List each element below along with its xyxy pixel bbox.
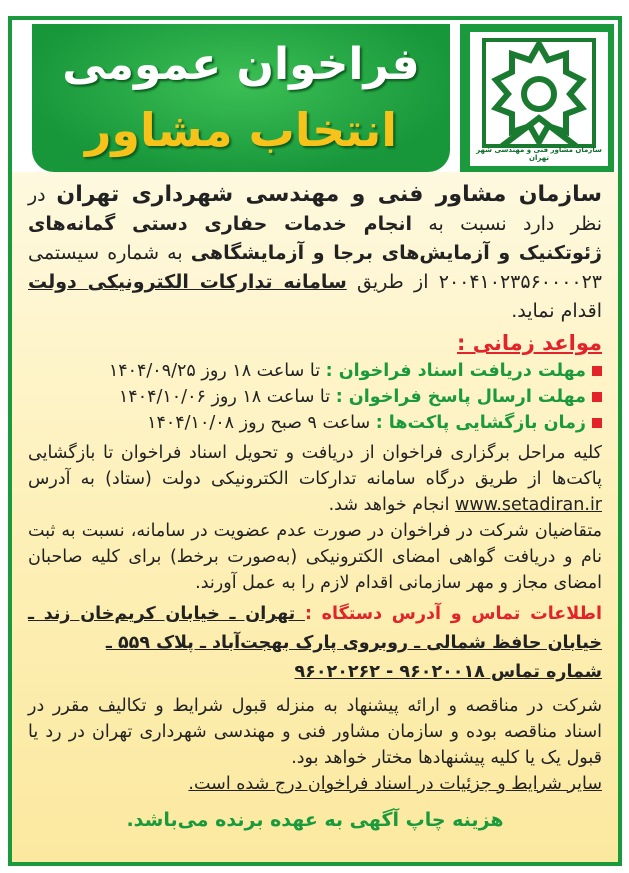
bullet-icon <box>592 366 602 376</box>
intro-tail: اقدام نماید. <box>511 300 602 322</box>
organization-name: سازمان مشاور فنی و مهندسی شهرداری تهران <box>56 182 602 207</box>
schedule-title: مواعد زمانی : <box>457 331 602 355</box>
logo-caption: سازمان مشاور فنی و مهندسی شهر تهران <box>476 146 602 162</box>
deadline-label: مهلت ارسال پاسخ فراخوان : <box>335 387 586 407</box>
process-text: کلیه مراحل برگزاری فراخوان از دریافت و تحویل اسناد فراخوان تا بازگشایی پاکت‌ها از طریق درگاه سامانه تدارکات الکترونیکی دولت (ستاد) به آدرس <box>28 443 602 489</box>
intro-paragraph <box>28 180 602 326</box>
ad-body <box>28 180 602 833</box>
bullet-icon <box>592 392 602 402</box>
contact-phone: شماره تماس ۹۶۰۲۰۰۱۸ - ۹۶۰۲۰۲۶۲ <box>294 662 602 682</box>
deadline-item <box>28 358 602 384</box>
bullet-icon <box>592 418 602 428</box>
deadline-value: ساعت ۹ صبح روز ۱۴۰۴/۱۰/۰۸ <box>147 413 376 433</box>
deadline-label: مهلت دریافت اسناد فراخوان : <box>325 361 586 381</box>
contact-label: اطلاعات تماس و آدرس دستگاه : <box>304 604 602 624</box>
ad-frame <box>8 16 622 866</box>
deadline-label: زمان بازگشایی پاکت‌ها : <box>375 413 586 433</box>
process-paragraph <box>28 440 602 518</box>
title-line-2: انتخاب مشاور <box>84 103 398 157</box>
deadline-item <box>28 384 602 410</box>
title-line-1: فراخوان عمومی <box>62 39 420 90</box>
registration-paragraph: متقاضیان شرکت در فراخوان در صورت عدم عضویت در سامانه، نسبت به ثبت نام و دریافت گواهی امضای الکترونیکی (به‌صورت برخط) برای کلیه صاحبان امضای مجاز و مهر سازمانی اقدام لازم را به عمل آورند. <box>28 521 602 593</box>
setad-link[interactable]: www.setadiran.ir <box>455 495 602 515</box>
system-name: سامانه تدارکات الکترونیکی دولت <box>28 271 347 293</box>
terms-paragraph: شرکت در مناقصه و ارائه پیشنهاد به منزله قبول شرایط و تکالیف مقرر در اسناد مناقصه بوده و سازمان مشاور فنی و مهندسی شهرداری تهران در رد یا قبول یک یا کلیه پیشنهادها مختار خواهد بود. <box>28 696 602 768</box>
deadline-item <box>28 410 602 436</box>
deadline-value: تا ساعت ۱۸ روز ۱۴۰۴/۰۹/۲۵ <box>108 361 326 381</box>
deadline-value: تا ساعت ۱۸ روز ۱۴۰۴/۱۰/۰۶ <box>118 387 336 407</box>
star-emblem-icon <box>482 38 596 148</box>
contact-info <box>28 600 602 687</box>
organization-logo <box>460 24 614 172</box>
system-number-text: به شماره سیستمی ۲۰۰۴۱۰۲۳۵۶۰۰۰۰۲۳ از طریق <box>28 242 603 293</box>
ad-header <box>12 20 618 172</box>
print-cost-note: هزینه چاپ آگهی به عهده برنده می‌باشد. <box>126 809 504 831</box>
contact-address: تهران ـ خیابان کریم‌خان زند ـ خیابان حافظ شمالی ـ روبروی پارک بهجت‌آباد ـ پلاک ۵۵۹ ـ <box>28 604 602 653</box>
intro-text: در نظر دارد نسبت به <box>28 184 602 235</box>
process-tail: انجام خواهد شد. <box>328 495 456 515</box>
service-description: انجام خدمات حفاری دستی گمانه‌های ژئوتکنیک و آزمایش‌های برجا و آزمایشگاهی <box>28 213 602 264</box>
details-note: سایر شرایط و جزئیات در اسناد فراخوان درج شده است. <box>188 774 602 794</box>
title-banner <box>32 24 450 172</box>
